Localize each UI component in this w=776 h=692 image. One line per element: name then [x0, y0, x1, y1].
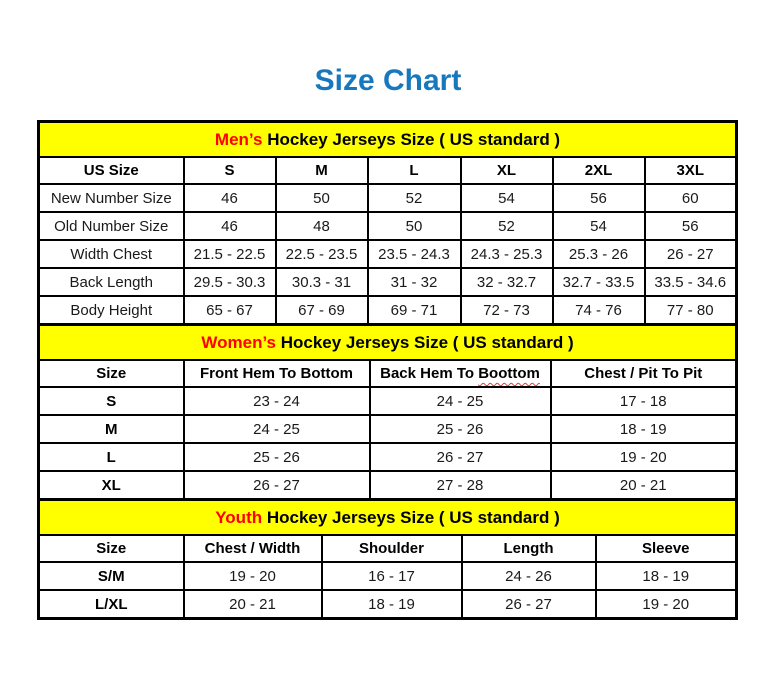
column-header: US Size	[39, 157, 184, 184]
table-cell: 52	[461, 212, 553, 240]
mens-section-title	[39, 122, 737, 158]
column-header: Length	[462, 535, 596, 562]
youth-column-header-row	[39, 535, 737, 562]
youth-section-highlight: Youth	[215, 507, 263, 527]
table-cell: 56	[553, 184, 645, 212]
row-label: Body Height	[39, 296, 184, 325]
womens-section-header	[39, 325, 737, 361]
row-label: Old Number Size	[39, 212, 184, 240]
womens-section-rest: Hockey Jerseys Size ( US standard )	[280, 332, 574, 352]
row-label: M	[39, 415, 184, 443]
row-label: L	[39, 443, 184, 471]
table-row	[39, 240, 737, 268]
table-cell: 24 - 26	[462, 562, 596, 590]
table-cell: 33.5 - 34.6	[645, 268, 737, 296]
youth-size-table	[37, 498, 738, 620]
column-header: 2XL	[553, 157, 645, 184]
womens-size-table	[37, 323, 738, 501]
youth-section-header	[39, 500, 737, 536]
row-label: Width Chest	[39, 240, 184, 268]
table-cell: 54	[553, 212, 645, 240]
row-label: XL	[39, 471, 184, 500]
table-cell: 18 - 19	[596, 562, 737, 590]
womens-section-highlight: Women’s	[201, 332, 276, 352]
table-cell: 74 - 76	[553, 296, 645, 325]
mens-section-highlight: Men’s	[214, 129, 263, 149]
mens-section-header	[39, 122, 737, 158]
youth-section-title	[39, 500, 737, 536]
table-cell: 24 - 25	[370, 387, 551, 415]
mens-column-header-row	[39, 157, 737, 184]
womens-section-title	[39, 325, 737, 361]
column-header-misspelled	[370, 360, 551, 387]
table-cell: 77 - 80	[645, 296, 737, 325]
table-cell: 19 - 20	[551, 443, 737, 471]
size-chart-tables	[37, 120, 735, 620]
column-header: Chest / Width	[184, 535, 322, 562]
table-cell: 20 - 21	[551, 471, 737, 500]
column-header: 3XL	[645, 157, 737, 184]
table-cell: 56	[645, 212, 737, 240]
table-cell: 16 - 17	[322, 562, 462, 590]
table-cell: 48	[276, 212, 368, 240]
table-row	[39, 471, 737, 500]
table-cell: 23.5 - 24.3	[368, 240, 461, 268]
table-cell: 26 - 27	[645, 240, 737, 268]
row-label: Back Length	[39, 268, 184, 296]
table-row	[39, 268, 737, 296]
table-cell: 25 - 26	[184, 443, 370, 471]
table-cell: 26 - 27	[184, 471, 370, 500]
misspelled-word: Boottom	[478, 365, 540, 382]
table-cell: 26 - 27	[462, 590, 596, 619]
table-cell: 30.3 - 31	[276, 268, 368, 296]
table-cell: 60	[645, 184, 737, 212]
table-row	[39, 387, 737, 415]
column-header: XL	[461, 157, 553, 184]
table-row	[39, 212, 737, 240]
table-cell: 32 - 32.7	[461, 268, 553, 296]
table-cell: 50	[368, 212, 461, 240]
table-cell: 46	[184, 212, 276, 240]
table-cell: 20 - 21	[184, 590, 322, 619]
table-cell: 17 - 18	[551, 387, 737, 415]
table-cell: 25 - 26	[370, 415, 551, 443]
table-cell: 72 - 73	[461, 296, 553, 325]
table-row	[39, 296, 737, 325]
table-cell: 52	[368, 184, 461, 212]
column-header: Chest / Pit To Pit	[551, 360, 737, 387]
column-header: Shoulder	[322, 535, 462, 562]
table-cell: 65 - 67	[184, 296, 276, 325]
table-cell: 22.5 - 23.5	[276, 240, 368, 268]
table-row	[39, 590, 737, 619]
row-label: L/XL	[39, 590, 184, 619]
column-header: Size	[39, 535, 184, 562]
table-cell: 21.5 - 22.5	[184, 240, 276, 268]
column-header: Size	[39, 360, 184, 387]
table-row	[39, 443, 737, 471]
table-cell: 18 - 19	[322, 590, 462, 619]
womens-column-header-row	[39, 360, 737, 387]
table-cell: 19 - 20	[596, 590, 737, 619]
table-row	[39, 562, 737, 590]
row-label: S	[39, 387, 184, 415]
mens-size-table	[37, 120, 738, 326]
mens-section-rest: Hockey Jerseys Size ( US standard )	[267, 129, 561, 149]
table-cell: 19 - 20	[184, 562, 322, 590]
table-cell: 24 - 25	[184, 415, 370, 443]
table-cell: 32.7 - 33.5	[553, 268, 645, 296]
youth-section-rest: Hockey Jerseys Size ( US standard )	[266, 507, 560, 527]
page-title: Size Chart	[314, 64, 462, 97]
table-row	[39, 415, 737, 443]
row-label: New Number Size	[39, 184, 184, 212]
table-cell: 23 - 24	[184, 387, 370, 415]
table-cell: 31 - 32	[368, 268, 461, 296]
table-cell: 69 - 71	[368, 296, 461, 325]
column-header: Sleeve	[596, 535, 737, 562]
column-header: M	[276, 157, 368, 184]
table-cell: 67 - 69	[276, 296, 368, 325]
table-cell: 26 - 27	[370, 443, 551, 471]
table-cell: 27 - 28	[370, 471, 551, 500]
table-cell: 54	[461, 184, 553, 212]
table-cell: 46	[184, 184, 276, 212]
table-cell: 18 - 19	[551, 415, 737, 443]
table-cell: 50	[276, 184, 368, 212]
row-label: S/M	[39, 562, 184, 590]
column-header-text: Back Hem To	[380, 365, 475, 382]
table-cell: 29.5 - 30.3	[184, 268, 276, 296]
table-cell: 25.3 - 26	[553, 240, 645, 268]
column-header: S	[184, 157, 276, 184]
table-row	[39, 184, 737, 212]
column-header: L	[368, 157, 461, 184]
table-cell: 24.3 - 25.3	[461, 240, 553, 268]
column-header: Front Hem To Bottom	[184, 360, 370, 387]
